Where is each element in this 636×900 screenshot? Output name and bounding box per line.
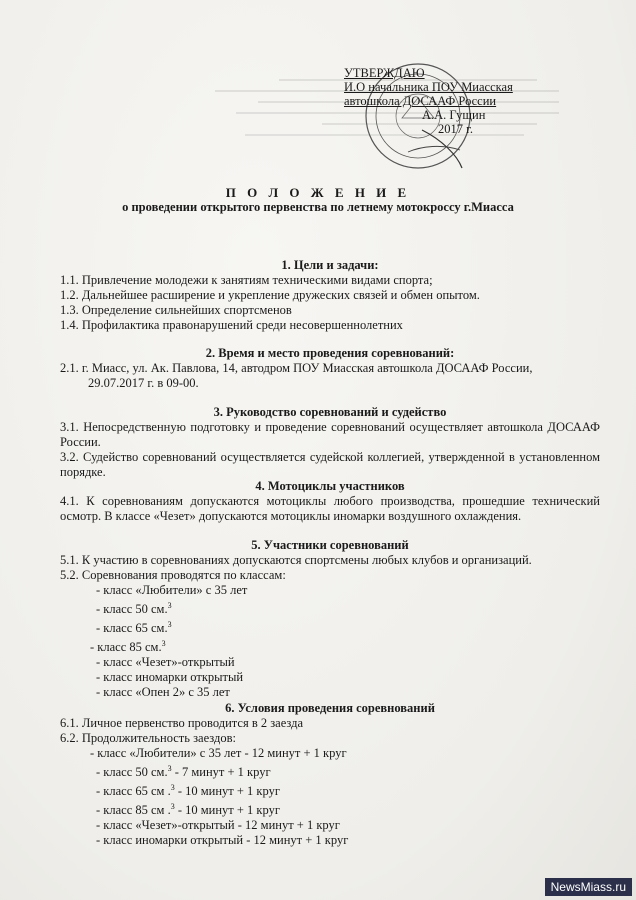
section-heading: 2. Время и место проведения соревнований: [205, 346, 455, 360]
section-management [60, 405, 600, 480]
section-heading: 4. Мотоциклы участников [255, 479, 405, 493]
list-item: - класс 50 см.$^3$ - 7 минут + 1 круг [96, 764, 271, 780]
paragraph: 4.1. К соревнованиям допускаются мотоциклы любого производства, прошедшие технический осмотр. В классе «Чезет» допускаются мотоциклы иномарки воздушного охлаждения. [60, 494, 600, 523]
approve-position: И.О начальника ПОУ Миасская [344, 80, 513, 94]
paragraph: 5.2. Соревнования проводятся по классам: [60, 568, 286, 582]
list-item: - класс 65 см.$^3$ [96, 620, 172, 636]
section-participants [60, 538, 600, 700]
section-heading: 6. Условия проведения соревнований [225, 701, 435, 715]
list-item: - класс 85 см .$^3$ - 10 минут + 1 круг [96, 802, 280, 818]
paragraph: 3.1. Непосредственную подготовку и проведение соревнований осуществляет автошкола ДОСААФ России. [60, 420, 600, 449]
list-item: - класс «Опен 2» с 35 лет [96, 685, 230, 700]
paragraph: 6.1. Личное первенство проводится в 2 заезда [60, 716, 304, 730]
paragraph: 3.2. Судейство соревнований осуществляется судейской коллегией, утвержденной в установленном порядке. [60, 450, 600, 479]
approve-date: 2017 г. [438, 122, 473, 136]
paragraph: 2.1. г. Миасс, ул. Ак. Павлова, 14, автодром ПОУ Миасская автошкола ДОСААФ России, [60, 361, 533, 375]
section-goals [60, 258, 600, 333]
section-heading: 1. Цели и задачи: [281, 258, 379, 272]
list-item: 1.3. Определение сильнейших спортсменов [60, 303, 292, 317]
list-item: 1.1. Привлечение молодежи к занятиям техническими видами спорта; [60, 273, 433, 287]
section-heading: 3. Руководство соревнований и судейство [213, 405, 447, 419]
approval-block [344, 66, 513, 136]
section-motorcycles [60, 479, 600, 524]
paragraph: 5.1. К участию в соревнованиях допускаются спортсмены любых клубов и организаций. [60, 553, 532, 567]
paragraph: 6.2. Продолжительность заездов: [60, 731, 236, 745]
approve-organization: автошкола ДОСААФ России [344, 94, 497, 108]
section-heading: 5. Участники соревнований [251, 538, 409, 552]
document-title: П О Л О Ж Е Н И Е [225, 185, 411, 200]
list-item: - класс иномарки открытый [96, 670, 244, 685]
approve-signatory: А.А. Гущин [422, 108, 486, 122]
document-subtitle: о проведении открытого первенства по летнему мотокроссу г.Миасса [122, 200, 514, 214]
list-item: - класс 65 см .$^3$ - 10 минут + 1 круг [96, 783, 280, 799]
section-time-place [60, 346, 600, 391]
list-item: - класс «Любители» с 35 лет [96, 583, 248, 597]
list-item: - класс 85 см.$^3$ [90, 639, 166, 655]
list-item: 1.4. Профилактика правонарушений среди несовершеннолетних [60, 318, 403, 332]
section-conditions [60, 701, 600, 848]
site-watermark: NewsMiass.ru [545, 878, 632, 896]
list-item: - класс 50 см.$^3$ [96, 601, 172, 617]
paragraph: 29.07.2017 г. в 09-00. [88, 376, 199, 390]
approve-heading: УТВЕРЖДАЮ [344, 66, 425, 80]
list-item: - класс иномарки открытый - 12 минут + 1 круг [96, 833, 349, 848]
list-item: - класс «Чезет»-открытый [96, 655, 235, 670]
list-item: - класс «Чезет»-открытый - 12 минут + 1 круг [96, 818, 340, 833]
list-item: 1.2. Дальнейшее расширение и укрепление дружеских связей и обмен опытом. [60, 288, 480, 302]
list-item: - класс «Любители» с 35 лет - 12 минут + 1 круг [90, 746, 347, 760]
